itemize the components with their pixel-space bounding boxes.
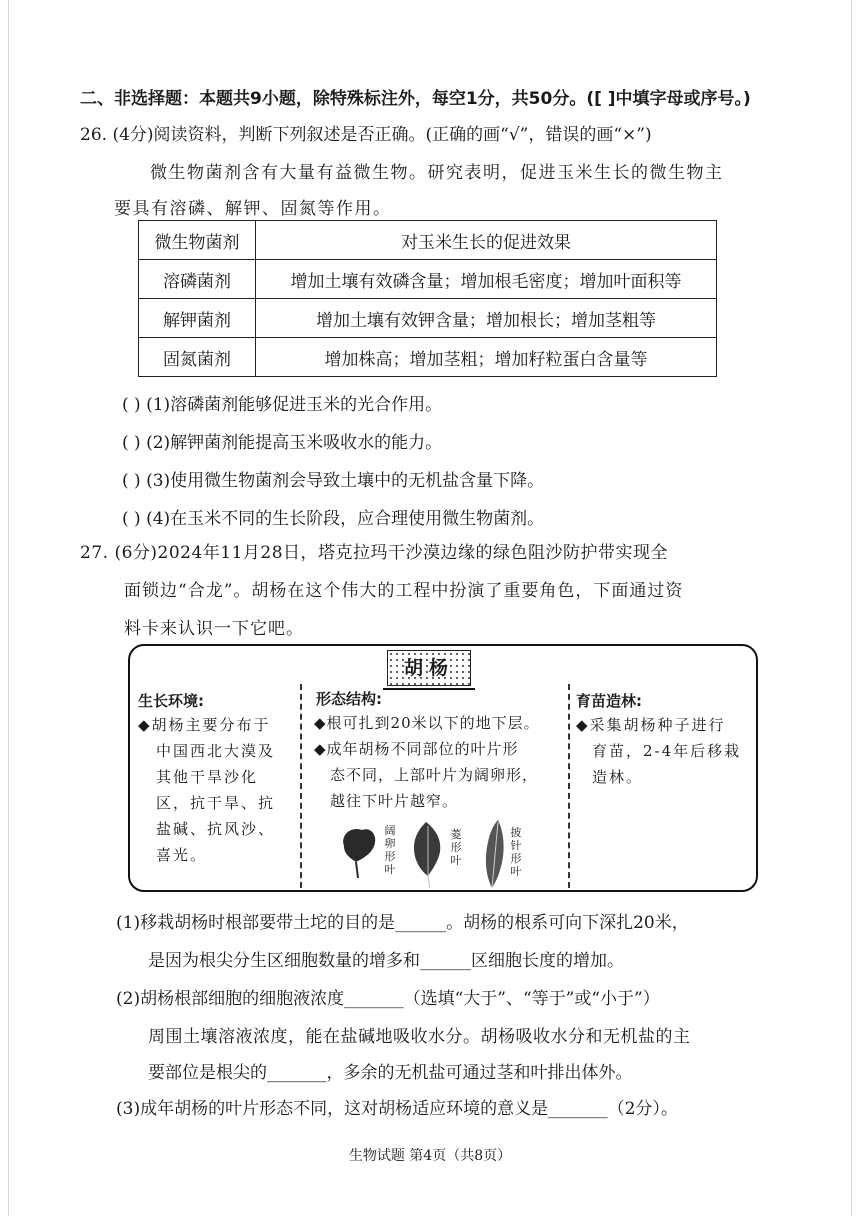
card-col2-text (314, 710, 540, 814)
card-col2-line: ◆成年胡杨不同部位的叶片形 (314, 740, 519, 758)
q26-item-4: ( ) (4)在玉米不同的生长阶段，应合理使用微生物菌剂。 (122, 509, 545, 529)
card-col1-line: 中国西北大漠及 (156, 742, 276, 760)
page-edge-left (8, 0, 9, 1216)
q27-sub1-line1: (1)移栽胡杨时根部要带土坨的目的是______。胡杨的根系可向下深扎20米， (116, 913, 689, 933)
table-header-cell: 对玉米生长的促进效果 (256, 221, 717, 260)
rhombic-leaf-icon (414, 822, 440, 888)
leaf-label-char: 叶 (510, 865, 522, 878)
card-col1-line: 其他干旱沙化 (156, 768, 259, 786)
table-cell: 增加株高；增加茎粗；增加籽粒蛋白含量等 (256, 338, 717, 377)
lanceolate-leaf-icon (486, 820, 504, 888)
q27-sub2-line2: 周围土壤溶液浓度，能在盐碱地吸收水分。胡杨吸收水分和无机盐的主 (148, 1027, 691, 1047)
card-col3-line: ◆采集胡杨种子进行 (576, 716, 726, 734)
q27-stem-line2: 面锁边“合龙”。胡杨在这个伟大的工程中扮演了重要角色，下面通过资 (124, 581, 684, 601)
q27-sub2-line1: (2)胡杨根部细胞的细胞液浓度_______（选填“大于”、“等于”或“小于”） (116, 989, 660, 1009)
card-col2-head: 形态结构: (316, 690, 382, 708)
table-cell: 固氮菌剂 (139, 338, 256, 377)
q27-stem-line1: 27. (6分)2024年11月28日，塔克拉玛干沙漠边缘的绿色阻沙防护带实现全 (80, 543, 669, 563)
page-footer: 生物试题 第4页（共8页） (348, 1148, 512, 1164)
card-col3-line: 育苗，2-4年后移栽 (592, 742, 742, 760)
card-col2-line: 越往下叶片越窄。 (330, 792, 459, 810)
q26-material-line2: 要具有溶磷、解钾、固氮等作用。 (114, 199, 392, 219)
card-divider-2 (568, 684, 570, 888)
card-col1-line: 区，抗干旱、抗 (156, 794, 276, 812)
leaf-label-char: 形 (510, 852, 522, 865)
table-header-cell: 微生物菌剂 (139, 221, 256, 260)
card-col1-line: 盐碱、抗风沙、 (156, 820, 276, 838)
table-row (139, 338, 717, 377)
card-title-underline (383, 688, 475, 690)
card-col2-line: 态不同，上部叶片为阔卵形， (330, 766, 539, 784)
leaf-label-broad-ovate (384, 824, 396, 876)
table-cell: 溶磷菌剂 (139, 260, 256, 299)
leaf-label-rhombic (450, 828, 462, 867)
leaf-label-char: 披 (510, 826, 522, 839)
table-cell: 解钾菌剂 (139, 299, 256, 338)
leaf-label-char: 菱 (450, 828, 462, 841)
table-cell: 增加土壤有效磷含量；增加根毛密度；增加叶面积等 (256, 260, 717, 299)
leaf-label-lanceolate (510, 826, 522, 878)
card-col2-line: ◆根可扎到20米以下的地下层。 (314, 714, 540, 732)
card-col3-head: 育苗造林: (576, 692, 642, 710)
q26-material-line1: 微生物菌剂含有大量有益微生物。研究表明，促进玉米生长的微生物主 (150, 163, 724, 183)
section-title: 二、非选择题：本题共9小题，除特殊标注外，每空1分，共50分。([ ]中填字母或序号。) (80, 89, 751, 109)
q26-item-2: ( ) (2)解钾菌剂能提高玉米吸收水的能力。 (122, 433, 443, 453)
leaf-label-char: 形 (450, 841, 462, 854)
card-col1-line: ◆胡杨主要分布于 (138, 716, 271, 734)
leaf-label-char: 叶 (384, 863, 396, 876)
card-col1-head: 生长环境: (138, 692, 204, 710)
card-divider-1 (300, 684, 302, 888)
card-col1-line: 喜光。 (156, 846, 208, 864)
table-row (139, 299, 717, 338)
table-cell: 增加土壤有效钾含量；增加根长；增加茎粗等 (256, 299, 717, 338)
leaf-label-char: 阔 (384, 824, 396, 837)
leaf-label-char: 叶 (450, 854, 462, 867)
q26-table (138, 220, 717, 377)
q26-item-1: ( ) (1)溶磷菌剂能够促进玉米的光合作用。 (122, 395, 443, 415)
card-col3-line: 造林。 (592, 768, 644, 786)
table-row (139, 260, 717, 299)
q27-sub1-line2: 是因为根尖分生区细胞数量的增多和______区细胞长度的增加。 (148, 951, 624, 971)
q27-sub3-line1: (3)成年胡杨的叶片形态不同，这对胡杨适应环境的意义是_______（2分）。 (116, 1099, 678, 1119)
q26-stem: 26. (4分)阅读资料，判断下列叙述是否正确。(正确的画“√”，错误的画“×”) (80, 125, 652, 145)
leaves-illustration (336, 818, 526, 890)
leaf-label-char: 针 (510, 839, 522, 852)
broad-ovate-leaf-icon (343, 829, 375, 878)
card-title: 胡杨 (387, 650, 471, 686)
q26-item-3: ( ) (3)使用微生物菌剂会导致土壤中的无机盐含量下降。 (122, 471, 545, 491)
card-col3-text (576, 712, 741, 790)
leaf-label-char: 卵 (384, 837, 396, 850)
q27-stem-line3: 料卡来认识一下它吧。 (124, 619, 304, 639)
table-header-row (139, 221, 717, 260)
card-col1-text (138, 712, 275, 868)
q27-sub2-line3: 要部位是根尖的_______，多余的无机盐可通过茎和叶排出体外。 (148, 1063, 633, 1083)
page-edge-right (851, 0, 852, 1216)
leaf-label-char: 形 (384, 850, 396, 863)
